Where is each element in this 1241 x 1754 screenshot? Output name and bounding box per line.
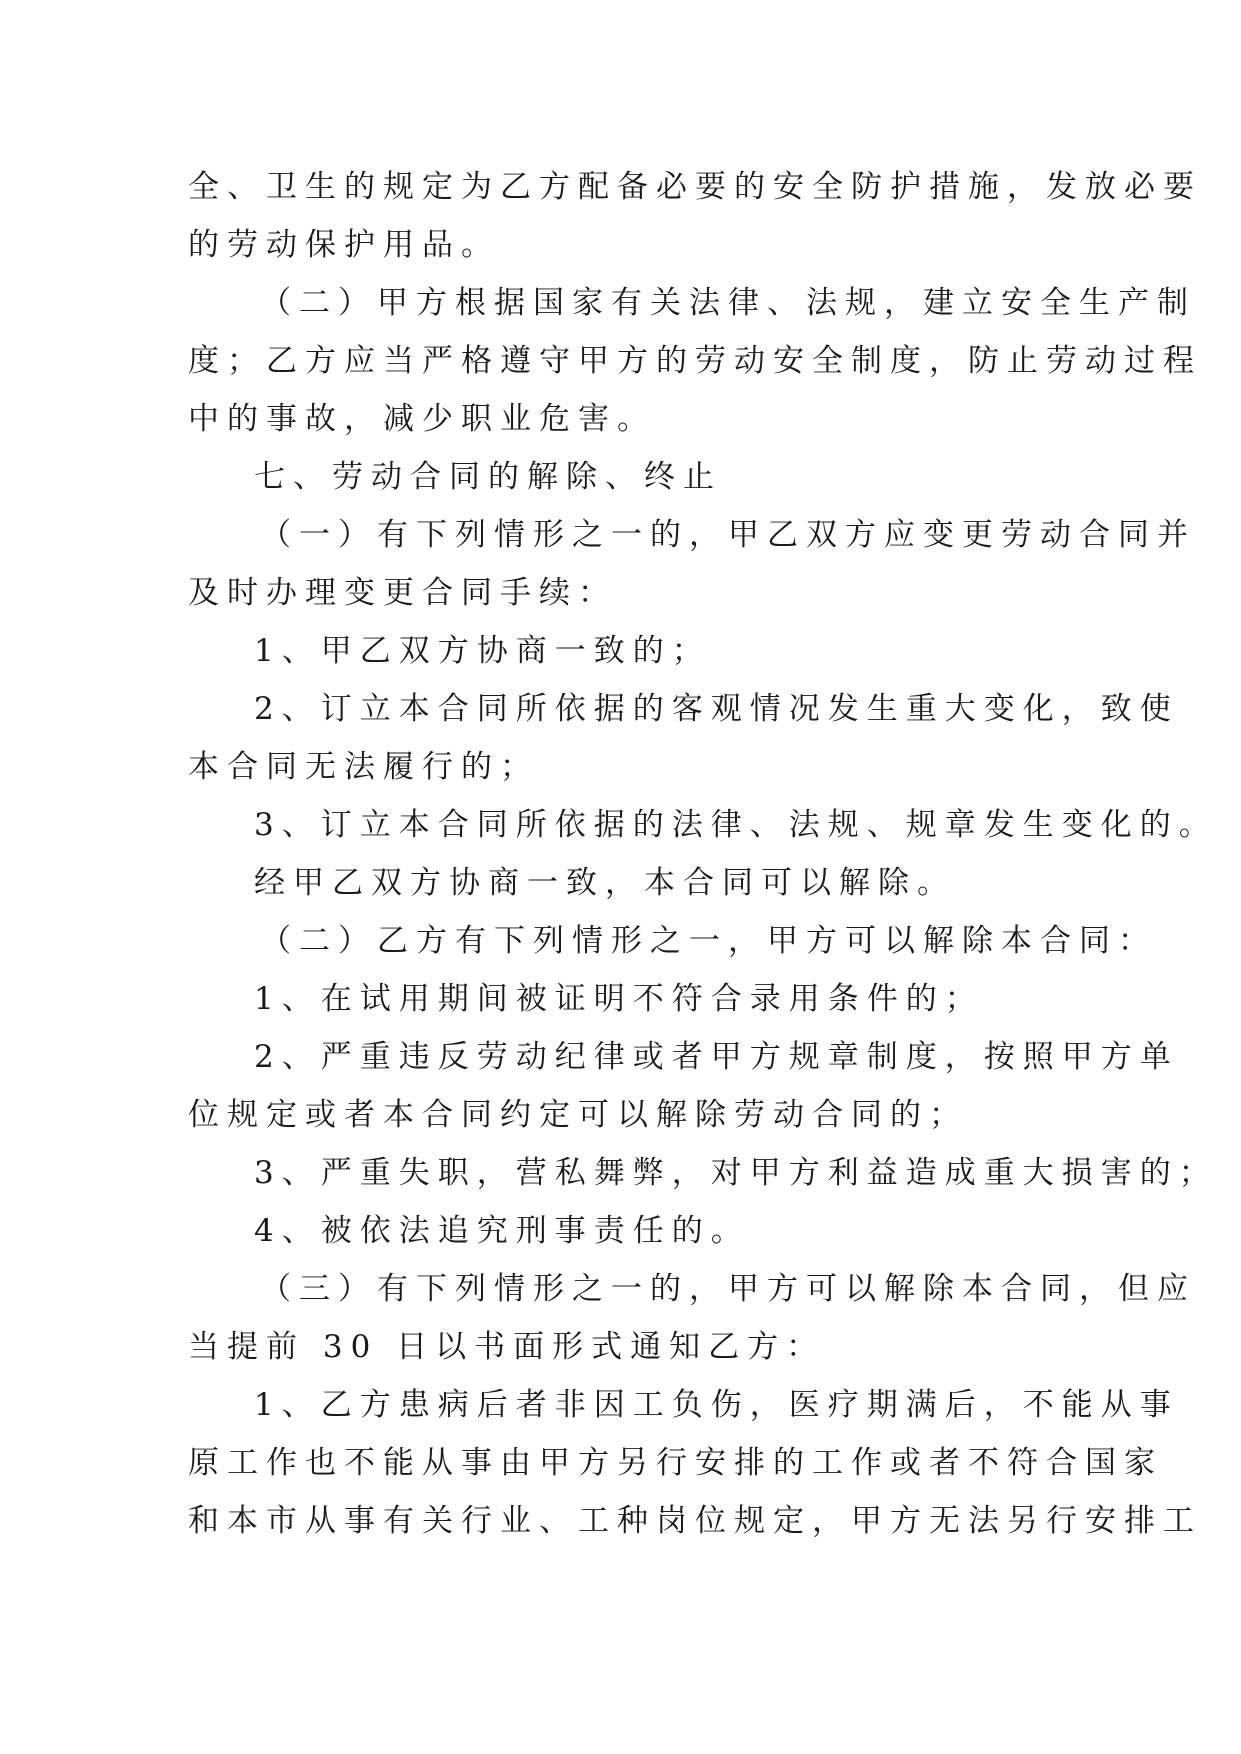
text-line: 1、在试用期间被证明不符合录用条件的； — [254, 981, 984, 1017]
section-heading: 七、劳动合同的解除、终止 — [254, 459, 722, 495]
text-line: 原工作也不能从事由甲方另行安排的工作或者不符合国家 — [188, 1445, 1163, 1481]
text-line: 1、甲乙双方协商一致的； — [254, 633, 711, 669]
text-line: 度；乙方应当严格遵守甲方的劳动安全制度，防止劳动过程 — [188, 343, 1202, 379]
text-line: （二）甲方根据国家有关法律、法规，建立安全生产制 — [260, 285, 1196, 321]
text-line: 的劳动保护用品。 — [188, 227, 500, 263]
text-line: 当提前 30 日以书面形式通知乙方： — [188, 1329, 826, 1365]
text-line: （三）有下列情形之一的，甲方可以解除本合同，但应 — [260, 1271, 1196, 1307]
text-line: 本合同无法履行的； — [188, 749, 539, 785]
text-line: 3、严重失职，营私舞弊，对甲方利益造成重大损害的； — [254, 1155, 1218, 1191]
contract-text — [188, 158, 1218, 1550]
text-line: （一）有下列情形之一的，甲乙双方应变更劳动合同并 — [260, 517, 1196, 553]
text-line: 经甲乙双方协商一致，本合同可以解除。 — [254, 865, 956, 901]
text-line: （二）乙方有下列情形之一，甲方可以解除本合同： — [260, 923, 1157, 959]
text-line: 4、被依法追究刑事责任的。 — [254, 1213, 750, 1249]
text-line: 3、订立本合同所依据的法律、法规、规章发生变化的。 — [254, 807, 1218, 843]
text-line: 1、乙方患病后者非因工负伤，医疗期满后，不能从事 — [254, 1387, 1179, 1423]
text-line: 2、订立本合同所依据的客观情况发生重大变化，致使 — [254, 691, 1179, 727]
text-line: 中的事故，减少职业危害。 — [188, 401, 656, 437]
text-line: 和本市从事有关行业、工种岗位规定，甲方无法另行安排工 — [188, 1503, 1202, 1539]
text-line: 2、严重违反劳动纪律或者甲方规章制度，按照甲方单 — [254, 1039, 1179, 1075]
text-line: 位规定或者本合同约定可以解除劳动合同的； — [188, 1097, 968, 1133]
text-line: 全、卫生的规定为乙方配备必要的安全防护措施，发放必要 — [188, 169, 1202, 205]
text-line: 及时办理变更合同手续： — [188, 575, 617, 611]
